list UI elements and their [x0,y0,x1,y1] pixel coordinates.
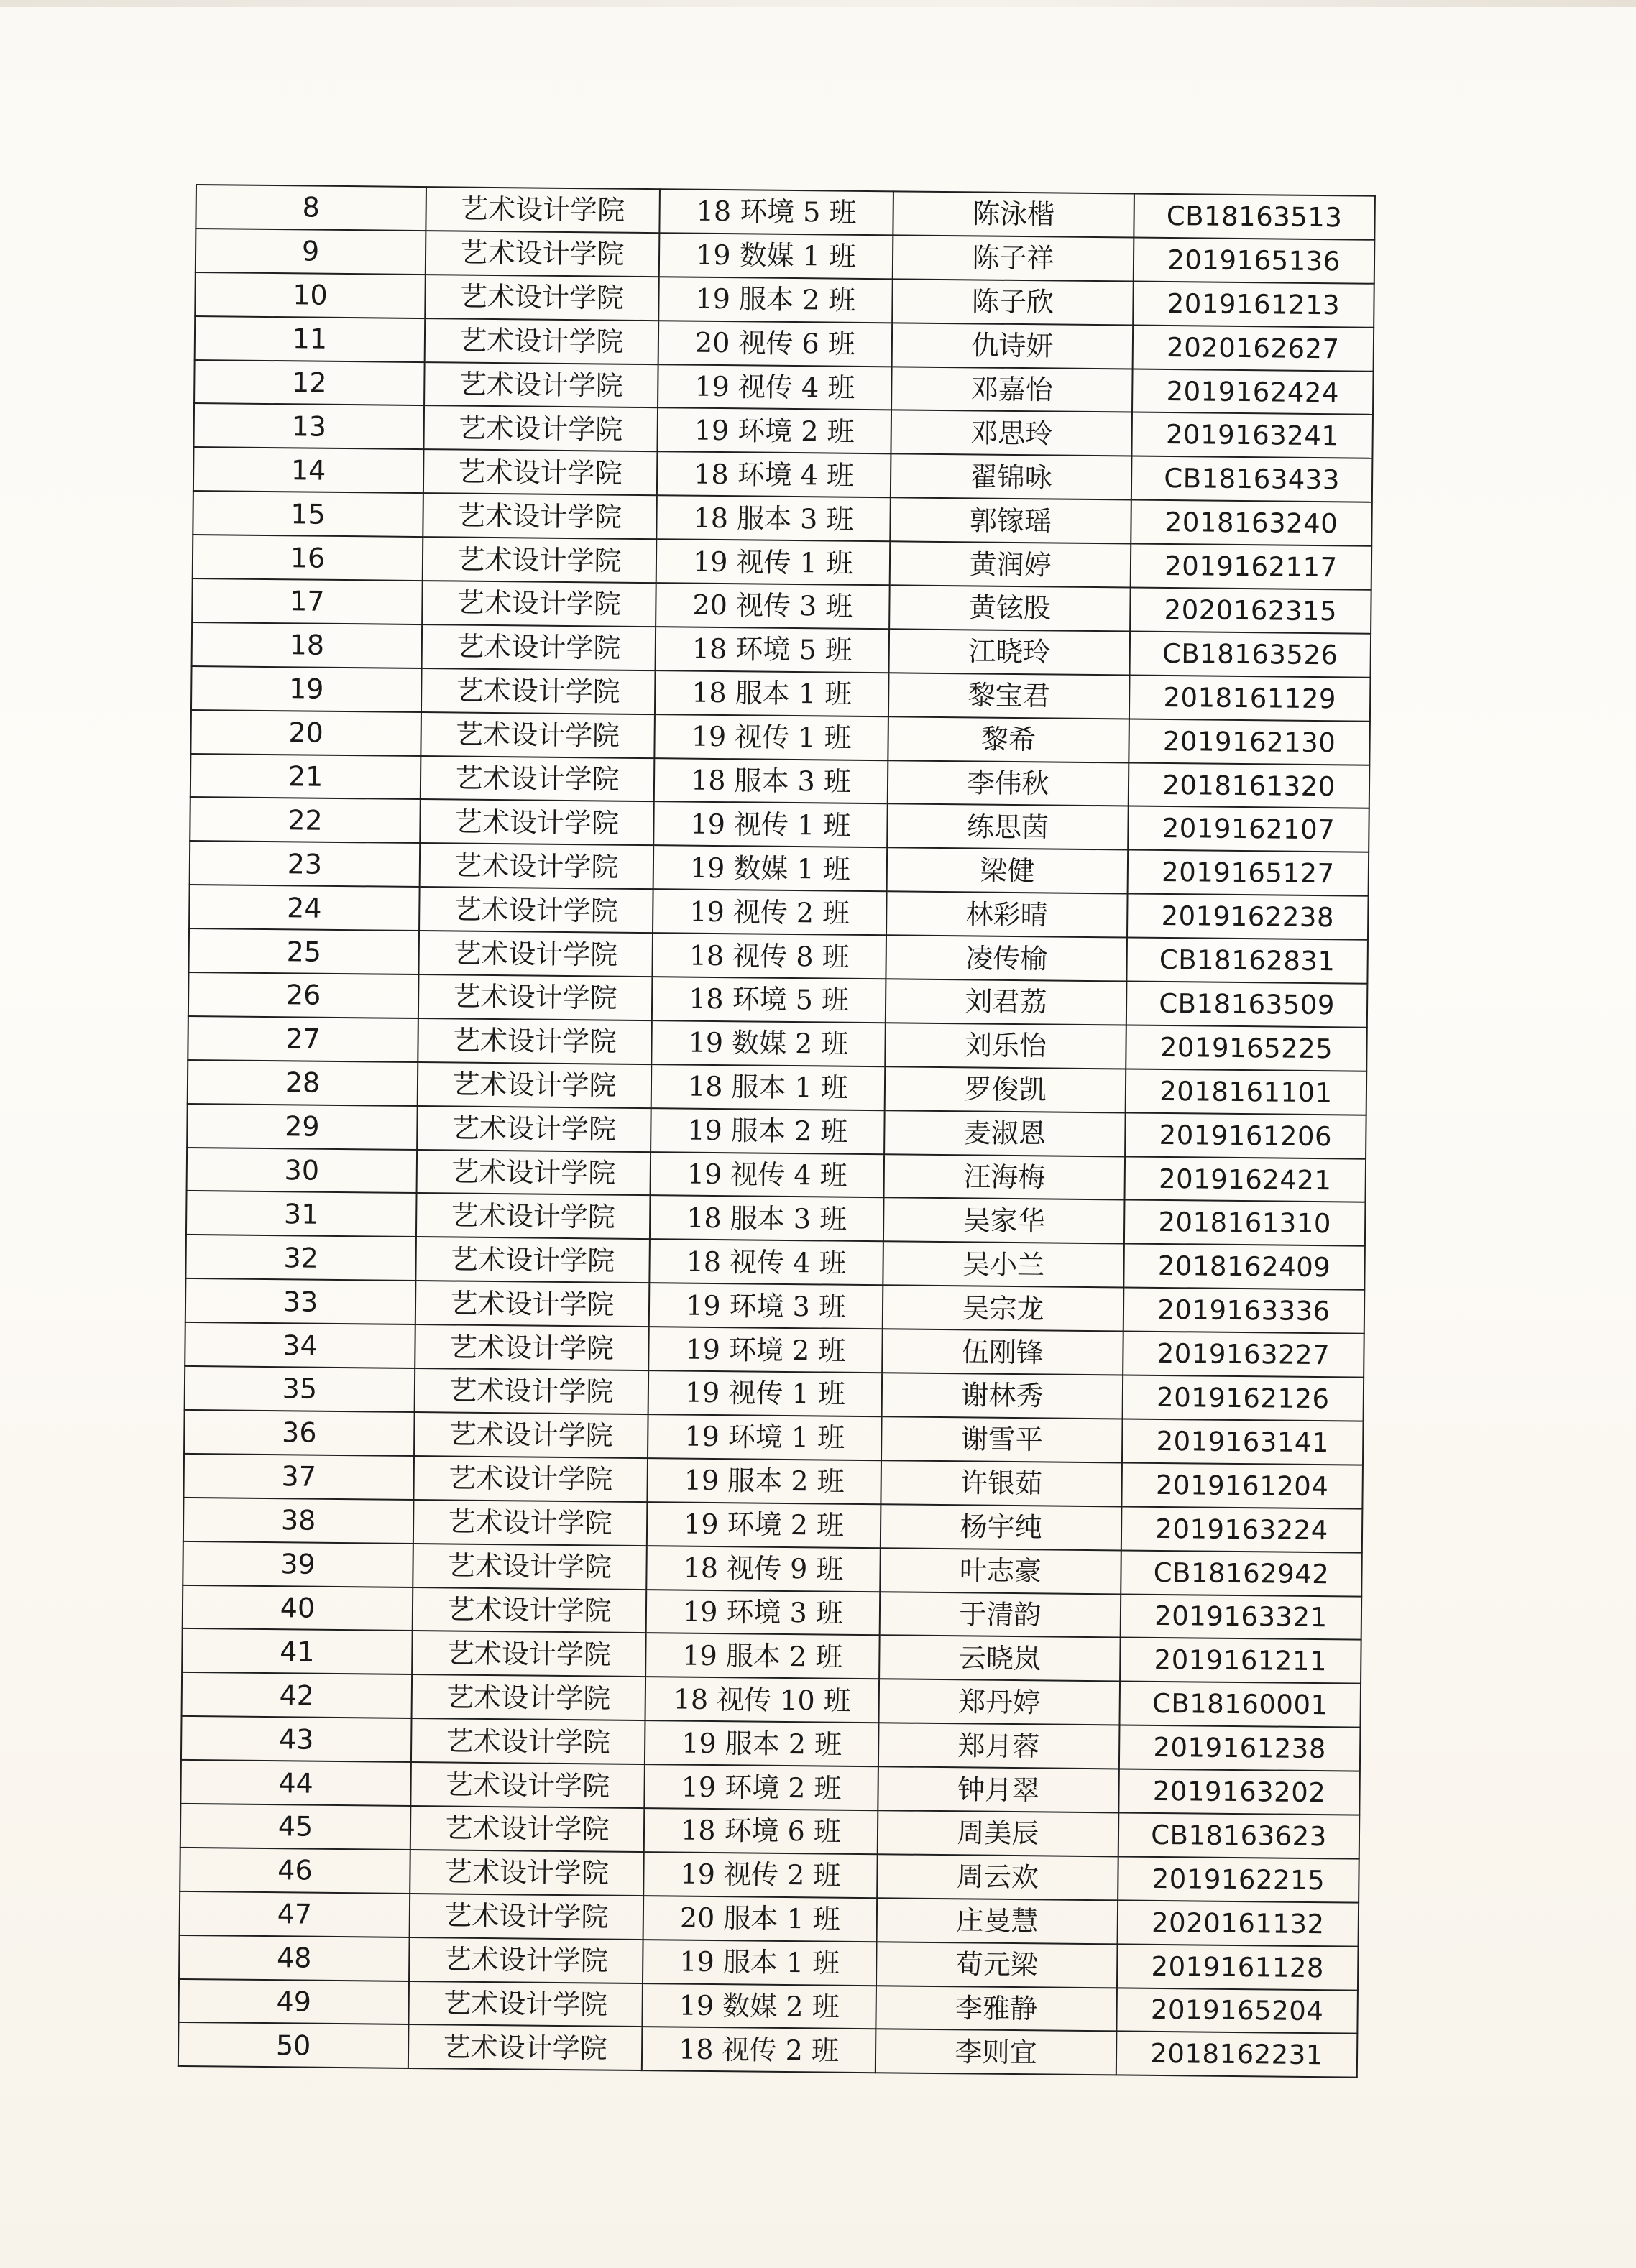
class-cell: 18 环境 6 班 [644,1808,878,1854]
student-name-cell: 周云欢 [877,1854,1118,1900]
college-cell: 艺术设计学院 [415,1368,649,1414]
row-number: 36 [184,1410,415,1456]
college-cell: 艺术设计学院 [418,1018,652,1064]
student-name-cell: 叶志豪 [880,1548,1121,1594]
paper-edge [0,0,1636,7]
student-id-cell: 2019165127 [1128,850,1369,896]
student-name-cell: 仇诗妍 [892,323,1134,369]
class-cell: 19 数媒 2 班 [642,1983,876,2029]
row-number: 48 [179,1935,410,1981]
row-number: 13 [193,403,424,449]
student-name-cell: 邓嘉怡 [891,367,1133,412]
student-name-cell: 杨宇纯 [881,1504,1122,1550]
row-number: 29 [187,1104,418,1150]
student-id-cell: 2019162126 [1123,1375,1364,1421]
row-number: 21 [190,754,421,800]
student-name-cell: 刘君荔 [886,979,1127,1025]
student-id-cell: 2019161213 [1133,281,1374,327]
row-number: 19 [191,666,422,712]
student-name-cell: 李雅静 [876,1986,1117,2032]
student-name-cell: 于清韵 [880,1592,1121,1638]
student-name-cell: 吴小兰 [883,1242,1124,1288]
college-cell: 艺术设计学院 [422,581,656,627]
student-name-cell: 吴宗龙 [883,1286,1124,1332]
student-id-cell: 2018161101 [1126,1069,1367,1115]
class-cell: 19 数媒 1 班 [659,233,893,279]
row-number: 14 [193,447,424,493]
student-id-cell: 2019163227 [1123,1332,1364,1378]
row-number: 31 [186,1191,417,1237]
college-cell: 艺术设计学院 [410,1762,645,1808]
student-id-cell: 2019165204 [1116,1988,1358,2034]
class-cell: 19 数媒 2 班 [651,1020,886,1066]
student-name-cell: 麦淑恩 [884,1110,1126,1156]
college-cell: 艺术设计学院 [417,1106,651,1152]
college-cell: 艺术设计学院 [415,1281,650,1327]
college-cell: 艺术设计学院 [421,712,655,758]
college-cell: 艺术设计学院 [416,1194,651,1240]
student-id-cell: 2019161204 [1121,1462,1363,1508]
row-number: 50 [178,2022,409,2068]
college-cell: 艺术设计学院 [411,1718,645,1764]
college-cell: 艺术设计学院 [415,1324,649,1370]
student-id-cell: 2019161206 [1125,1112,1366,1158]
row-number: 11 [195,316,426,362]
student-id-cell: 2018162409 [1123,1244,1365,1290]
college-cell: 艺术设计学院 [426,187,660,233]
college-cell: 艺术设计学院 [419,887,653,933]
student-id-cell: CB18163509 [1126,982,1368,1028]
row-number: 40 [183,1585,413,1631]
class-cell: 19 环境 3 班 [646,1590,881,1636]
student-name-cell: 陈子祥 [893,235,1134,281]
student-name-cell: 黄润婷 [890,541,1131,587]
class-cell: 19 环境 2 班 [647,1502,881,1548]
student-id-cell: 2019161128 [1117,1944,1359,1990]
student-name-cell: 凌传榆 [886,935,1127,981]
class-cell: 20 服本 1 班 [643,1896,878,1942]
student-id-cell: 2019162117 [1131,544,1372,590]
class-cell: 18 环境 4 班 [657,452,891,498]
student-name-cell: 练思茵 [887,804,1129,850]
student-id-cell: 2019163224 [1121,1506,1363,1552]
college-cell: 艺术设计学院 [423,493,657,539]
college-cell: 艺术设计学院 [418,974,653,1020]
student-id-cell: 2019163241 [1131,412,1373,458]
row-number: 10 [195,272,426,318]
student-id-cell: 2019161211 [1120,1638,1361,1684]
student-name-cell: 罗俊凯 [885,1066,1126,1112]
table-body [178,185,1375,2078]
row-number: 24 [189,885,420,931]
student-id-cell: 2018161320 [1129,762,1370,808]
college-cell: 艺术设计学院 [413,1500,648,1546]
row-number: 38 [183,1498,414,1544]
row-number: 25 [188,928,419,974]
college-cell: 艺术设计学院 [415,1237,650,1283]
student-id-cell: CB18163513 [1134,194,1375,240]
row-number: 44 [180,1760,411,1806]
student-id-cell: 2019162238 [1127,894,1369,940]
student-name-cell: 刘乐怡 [885,1023,1126,1069]
student-id-cell: 2019163202 [1118,1769,1360,1815]
student-id-cell: 2018162231 [1116,2032,1358,2078]
student-id-cell: 2018161129 [1129,675,1371,721]
student-name-cell: 翟锦咏 [891,454,1132,500]
student-id-cell: CB18160001 [1119,1682,1361,1728]
college-cell: 艺术设计学院 [420,800,654,846]
class-cell: 19 环境 2 班 [657,408,891,454]
class-cell: 19 服本 1 班 [643,1940,877,1986]
class-cell: 18 视传 8 班 [652,933,886,979]
student-name-cell: 黄铉股 [889,585,1131,631]
college-cell: 艺术设计学院 [408,1981,643,2027]
row-number: 35 [185,1366,415,1412]
student-id-cell: 2019162421 [1124,1156,1366,1202]
student-name-cell: 江晓玲 [889,629,1131,675]
class-cell: 18 视传 2 班 [642,2027,876,2073]
college-cell: 艺术设计学院 [422,624,656,670]
college-cell: 艺术设计学院 [409,1937,643,1983]
student-name-cell: 谢雪平 [881,1416,1123,1462]
student-id-cell: 2019163141 [1122,1419,1364,1465]
student-name-cell: 邓思玲 [891,410,1132,456]
row-number: 42 [182,1672,413,1718]
student-name-cell: 郑丹婷 [878,1679,1120,1725]
college-cell: 艺术设计学院 [417,1150,651,1196]
row-number: 45 [180,1804,411,1850]
student-name-cell: 郭镓瑶 [890,498,1131,544]
class-cell: 19 环境 2 班 [644,1764,878,1810]
row-number: 9 [196,229,426,275]
row-number: 28 [188,1060,418,1106]
college-cell: 艺术设计学院 [425,275,659,321]
student-name-cell: 荀元梁 [876,1942,1118,1988]
class-cell: 19 服本 2 班 [645,1720,879,1766]
student-id-cell: 2019163336 [1123,1288,1365,1334]
row-number: 49 [178,1978,409,2024]
row-number: 39 [183,1541,413,1587]
student-name-cell: 谢林秀 [882,1373,1123,1419]
student-name-cell: 郑月蓉 [878,1723,1120,1769]
student-name-cell: 汪海梅 [884,1154,1126,1200]
college-cell: 艺术设计学院 [413,1456,648,1502]
student-name-cell: 黎宝君 [888,673,1130,719]
class-cell: 19 视传 2 班 [653,889,887,935]
student-name-cell: 陈泳楷 [893,191,1134,237]
class-cell: 19 服本 2 班 [658,277,893,323]
college-cell: 艺术设计学院 [414,1412,648,1458]
college-cell: 艺术设计学院 [410,1894,644,1940]
college-cell: 艺术设计学院 [410,1806,645,1852]
student-id-cell: 2019162215 [1118,1856,1359,1902]
college-cell: 艺术设计学院 [410,1850,644,1896]
student-id-cell: CB18162942 [1121,1550,1362,1596]
class-cell: 19 数媒 1 班 [653,846,888,892]
table-container [178,184,1389,2078]
student-name-cell: 伍刚锋 [882,1329,1123,1375]
class-cell: 19 环境 1 班 [648,1414,882,1460]
class-cell: 18 环境 5 班 [656,627,890,673]
college-cell: 艺术设计学院 [418,931,653,977]
class-cell: 19 环境 2 班 [648,1327,883,1373]
student-id-cell: CB18163526 [1130,631,1371,677]
student-name-cell: 林彩晴 [886,892,1128,938]
row-number: 32 [185,1235,416,1281]
college-cell: 艺术设计学院 [423,537,657,583]
class-cell: 18 视传 4 班 [649,1240,883,1286]
class-cell: 20 视传 6 班 [658,321,893,367]
student-id-cell: CB18162831 [1126,938,1368,984]
class-cell: 18 视传 9 班 [646,1546,881,1592]
row-number: 30 [187,1148,418,1194]
student-name-cell: 云晓岚 [879,1636,1121,1682]
college-cell: 艺术设计学院 [413,1587,647,1633]
row-number: 17 [192,578,423,624]
student-name-cell: 李伟秋 [888,760,1129,806]
row-number: 41 [182,1628,413,1674]
class-cell: 19 视传 4 班 [658,364,892,410]
student-id-cell: 2019165136 [1134,237,1375,283]
college-cell: 艺术设计学院 [421,756,655,802]
class-cell: 18 环境 5 班 [659,189,893,235]
college-cell: 艺术设计学院 [408,2024,643,2070]
row-number: 12 [194,360,425,406]
student-id-cell: 2019162130 [1129,719,1370,765]
row-number: 46 [180,1848,410,1894]
student-name-cell: 黎希 [888,716,1129,762]
student-name-cell: 钟月翠 [878,1766,1119,1812]
student-name-cell: 陈子欣 [892,279,1134,325]
row-number: 43 [181,1716,412,1762]
row-number: 20 [190,710,421,756]
college-cell: 艺术设计学院 [421,668,656,714]
row-number: 47 [180,1891,410,1937]
student-name-cell: 梁健 [887,848,1129,894]
student-id-cell: 2018161310 [1124,1200,1366,1246]
student-name-cell: 庄曼慧 [877,1898,1118,1944]
class-cell: 19 服本 2 班 [647,1458,881,1504]
college-cell: 艺术设计学院 [423,406,658,452]
row-number: 16 [193,535,423,581]
student-id-cell: 2019161238 [1119,1725,1361,1771]
class-cell: 19 服本 2 班 [645,1633,880,1679]
class-cell: 19 环境 3 班 [649,1283,883,1329]
row-number: 34 [185,1322,415,1368]
college-cell: 艺术设计学院 [412,1631,646,1677]
class-cell: 19 视传 1 班 [648,1370,883,1416]
class-cell: 19 视传 2 班 [643,1852,878,1898]
class-cell: 18 服本 1 班 [655,670,889,716]
college-cell: 艺术设计学院 [413,1544,647,1590]
class-cell: 18 服本 1 班 [651,1064,886,1110]
college-cell: 艺术设计学院 [412,1674,646,1720]
row-number: 15 [193,491,423,537]
class-cell: 19 视传 4 班 [651,1152,885,1198]
class-cell: 18 环境 5 班 [652,977,886,1023]
student-id-cell: 2019162424 [1132,369,1374,415]
student-id-cell: 2019162107 [1128,806,1369,852]
class-cell: 19 服本 2 班 [651,1108,885,1154]
class-cell: 19 视传 1 班 [656,539,891,585]
row-number: 33 [185,1278,416,1324]
class-cell: 18 服本 3 班 [654,758,888,804]
college-cell: 艺术设计学院 [426,231,660,277]
row-number: 26 [188,972,419,1018]
class-cell: 18 视传 10 班 [645,1677,880,1723]
student-id-cell: 2019165225 [1126,1025,1367,1071]
row-number: 27 [188,1016,418,1062]
class-cell: 19 视传 1 班 [654,714,888,760]
college-cell: 艺术设计学院 [424,362,658,408]
student-name-cell: 周美辰 [878,1810,1119,1856]
student-id-cell: 2020162627 [1133,325,1374,371]
class-cell: 20 视传 3 班 [656,583,890,629]
row-number: 18 [192,622,423,668]
row-number: 8 [196,185,426,231]
student-name-cell: 吴家华 [883,1198,1125,1244]
class-cell: 19 视传 1 班 [653,802,888,848]
student-name-cell: 李则宜 [876,2029,1117,2075]
row-number: 37 [183,1454,414,1500]
student-id-cell: 2020162315 [1130,588,1371,634]
college-cell: 艺术设计学院 [423,449,658,495]
student-id-cell: 2019163321 [1121,1594,1362,1640]
college-cell: 艺术设计学院 [425,318,659,364]
row-number: 23 [190,841,421,887]
class-cell: 18 服本 3 班 [650,1196,884,1242]
student-id-cell: CB18163433 [1131,456,1373,502]
college-cell: 艺术设计学院 [418,1062,652,1108]
student-name-cell: 许银茹 [881,1460,1122,1506]
college-cell: 艺术设计学院 [420,843,654,889]
student-id-cell: 2018163240 [1131,500,1372,546]
row-number: 22 [190,797,421,843]
class-cell: 18 服本 3 班 [656,495,891,541]
student-id-cell: 2020161132 [1118,1900,1359,1946]
student-id-cell: CB18163623 [1118,1812,1360,1858]
student-list-table [178,184,1376,2078]
